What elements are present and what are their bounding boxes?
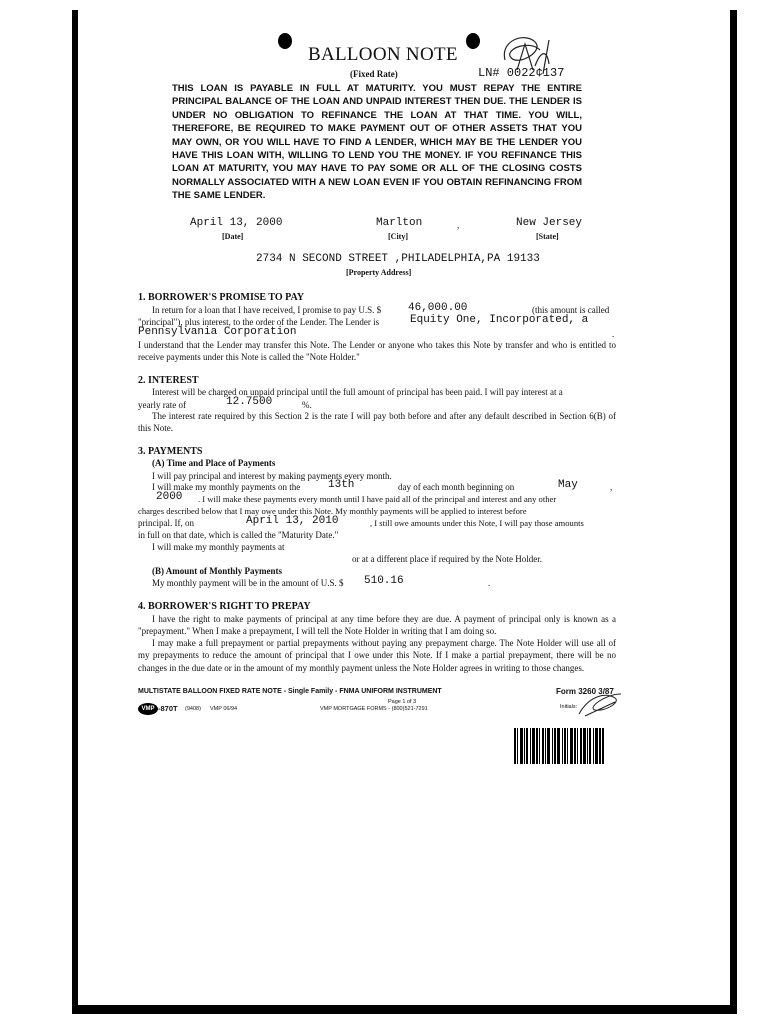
section-1-paragraph: I understand that the Lender may transfer this Note. The Lender or anyone who takes this Note by transfer and who is entitled to receive payments under this Note is called the "Note Holder." bbox=[138, 340, 616, 363]
section-3-line2: I will make my monthly payments on the bbox=[152, 482, 301, 492]
payment-day: 13th bbox=[328, 479, 355, 491]
section-2-paragraph: The interest rate required by this Section 2 is the rate I will pay both before and after any default described in Section 6(B) of this Note. bbox=[138, 411, 616, 434]
property-address-value: 2734 N SECOND STREET ,PHILADELPHIA,PA 19133 bbox=[256, 253, 540, 265]
state-label: [State] bbox=[536, 232, 559, 241]
balloon-warning: THIS LOAN IS PAYABLE IN FULL AT MATURITY. YOU MUST REPAY THE ENTIRE PRINCIPAL BALANCE OF THE LOAN AND UNPAID INTEREST THEN DUE. THE LENDER IS UNDER NO OBLIGATION TO REFINANCE THE LOAN AT THAT TIME. YOU WILL, THEREFORE, BE REQUIRED TO MAKE PAYMENT OUT OF OTHER ASSETS THAT YOU MAY OWN, OR YOU WILL HAVE TO FIND A LENDER, WHICH MAY BE THE LENDER YOU HAVE THIS LOAN WITH, WILLING TO LEND YOU THE MONEY. IF YOU REFINANCE THIS LOAN AT MATURITY, YOU MAY HAVE TO PAY SOME OR ALL OF THE CLOSING COSTS NORMALLY ASSOCIATED WITH A NEW LOAN EVEN IF YOU OBTAIN REFINANCING FROM THE SAME LENDER. bbox=[172, 83, 582, 202]
section-1-line2: "principal"), plus interest, to the order of the Lender. The Lender is bbox=[138, 317, 380, 327]
interest-rate-pct: %. bbox=[302, 400, 312, 410]
footer-vmp-date: VMP 06/94 bbox=[210, 706, 238, 712]
section-3a-subheading: (A) Time and Place of Payments bbox=[152, 458, 276, 468]
document-barcode bbox=[514, 728, 614, 764]
date-label: [Date] bbox=[222, 232, 244, 241]
section-1-line1: In return for a loan that I have received, I promise to pay U.S. $ bbox=[152, 305, 382, 315]
footer-initials-label: Initials: bbox=[560, 704, 578, 710]
punch-hole-right bbox=[466, 33, 480, 49]
section-3-line4: charges described below that I may owe under this Note. My monthly payments will be applied to interest before bbox=[138, 506, 527, 516]
city-label: [City] bbox=[388, 232, 408, 241]
section-3-line9: My monthly payment will be in the amount of U.S. $ bbox=[152, 578, 344, 588]
section-2-heading: 2. INTEREST bbox=[138, 375, 199, 386]
vmp-logo-text: VMP bbox=[141, 706, 155, 712]
section-4-paragraph-2: I may make a full prepayment or partial prepayments without paying any prepayment charge. The Note Holder will use all of my prepayments to reduce the amount of principal that I owe under this Note. If I make a partial prepayment, there will be no changes in the due date or in the amount of my monthly payment unless the Note Holder agrees in writing to those changes. bbox=[138, 638, 616, 673]
document-subtitle: (Fixed Rate) bbox=[350, 69, 398, 79]
section-3-line9-end: . bbox=[488, 578, 491, 588]
section-3-comma: , bbox=[610, 482, 613, 492]
section-4-heading: 4. BORROWER'S RIGHT TO PREPAY bbox=[138, 601, 311, 612]
section-3-line2b: day of each month beginning on bbox=[398, 482, 515, 492]
first-payment-month: May bbox=[558, 479, 578, 491]
section-3-line8: or at a different place if required by the Note Holder. bbox=[352, 554, 543, 564]
section-3b-subheading: (B) Amount of Monthly Payments bbox=[152, 566, 282, 576]
monthly-payment-amount: 510.16 bbox=[364, 575, 404, 587]
scan-border-bottom bbox=[72, 1005, 737, 1014]
city-comma: , bbox=[457, 220, 460, 230]
section-4-paragraph-1: I have the right to make payments of principal at any time before they are due. A payment of principal only is known as a "prepayment." When I make a prepayment, I will tell the Note Holder in writing that I am doing so. bbox=[138, 614, 616, 637]
section-3-line7: I will make my monthly payments at bbox=[152, 542, 285, 552]
lender-name: Equity One, Incorporated, a bbox=[410, 314, 589, 326]
section-3-line5: principal. If, on bbox=[138, 518, 194, 528]
document-title: BALLOON NOTE bbox=[308, 44, 458, 65]
footer-code-date: (9408) bbox=[185, 706, 201, 712]
maturity-date: April 13, 2010 bbox=[246, 515, 339, 527]
first-payment-year: 2000 bbox=[156, 491, 183, 503]
punch-hole-left bbox=[278, 33, 292, 49]
city-value: Marlton bbox=[376, 217, 423, 229]
vmp-logo bbox=[138, 703, 158, 715]
section-1-line1-end: (this amount is called bbox=[532, 305, 610, 315]
section-3-heading: 3. PAYMENTS bbox=[138, 446, 203, 457]
footer-page-number: Page 1 of 3 bbox=[388, 699, 417, 705]
section-3-line5b: , I still owe amounts under this Note, I will pay those amounts bbox=[370, 518, 584, 528]
property-address-label: [Property Address] bbox=[346, 268, 412, 277]
footer-form-title: MULTISTATE BALLOON FIXED RATE NOTE - Single Family - FNMA UNIFORM INSTRUMENT bbox=[138, 688, 442, 695]
state-value: New Jersey bbox=[516, 217, 583, 229]
principal-amount: 46,000.00 bbox=[408, 302, 468, 314]
section-3-line1: I will pay principal and interest by making payments every month. bbox=[152, 471, 392, 481]
footer-form-number: Form 3260 3/87 bbox=[556, 687, 614, 696]
section-3-line3: . I will make these payments every month until I have paid all of the principal and interest and any other bbox=[198, 494, 557, 504]
scan-border-right bbox=[730, 10, 737, 1014]
section-3-line6: in full on that date, which is called the "Maturity Date." bbox=[138, 530, 339, 540]
section-2-line2: yearly rate of bbox=[138, 400, 186, 410]
footer-initials-signature bbox=[575, 690, 625, 720]
scan-border-left bbox=[72, 10, 78, 1014]
loan-number: LN# 0022¢137 bbox=[478, 66, 565, 80]
lender-name-cont: Pennsylvania Corporation bbox=[138, 326, 297, 338]
footer-vmp-forms: VMP MORTGAGE FORMS - (800)521-7291 bbox=[320, 706, 428, 712]
section-1-period: . bbox=[612, 329, 615, 339]
section-2-line1: Interest will be charged on unpaid principal until the full amount of principal has been paid. I will pay interest at a bbox=[152, 387, 563, 397]
interest-rate: 12.7500 bbox=[226, 396, 273, 408]
section-1-heading: 1. BORROWER'S PROMISE TO PAY bbox=[138, 292, 305, 303]
footer-code: -870T bbox=[158, 704, 178, 713]
date-value: April 13, 2000 bbox=[190, 217, 283, 229]
